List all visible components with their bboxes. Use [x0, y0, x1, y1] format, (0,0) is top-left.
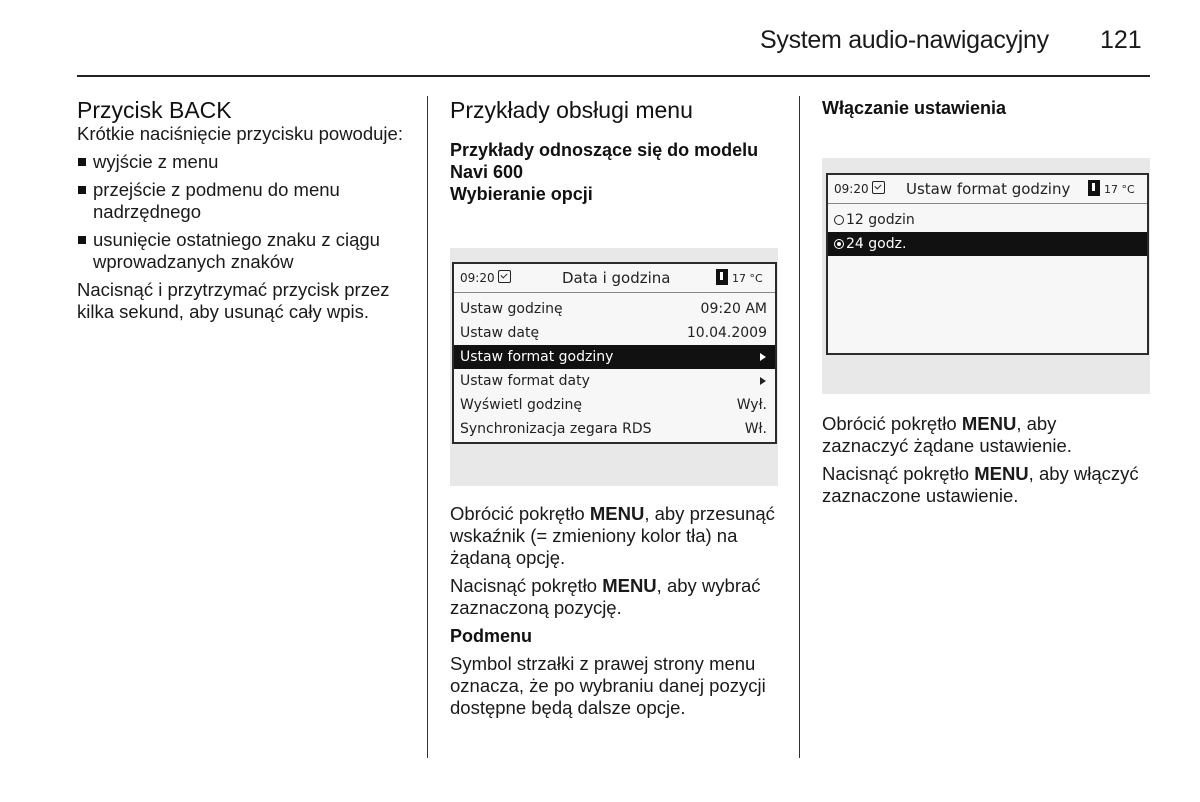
paragraph-press-knob	[450, 575, 785, 619]
menu-row-label: Synchronizacja zegara RDS	[460, 421, 652, 437]
menu-row-time-format-selected[interactable]	[454, 345, 775, 369]
display-screen-date-time	[452, 262, 777, 444]
list-item	[77, 151, 407, 173]
menu-row-label: Wyświetl godzinę	[460, 397, 583, 413]
keyword-menu: MENU	[589, 503, 645, 524]
outro-paragraph: Nacisnąć i przytrzymać przycisk przez kilka sekund, aby usunąć cały wpis.	[77, 279, 390, 322]
text-run: , aby zaznaczyć żądane ustawienie.	[822, 413, 1072, 456]
section-heading-menu-examples: Przykłady obsługi menu	[450, 97, 693, 123]
option-label: 12 godzin	[846, 212, 915, 228]
page-number: 121	[1100, 26, 1142, 54]
subheading-select-option: Wybieranie opcji	[450, 184, 593, 204]
running-header-title: System audio-nawigacyjny	[760, 26, 1049, 54]
screen-status-bar	[828, 175, 1147, 204]
keyword-menu: MENU	[961, 413, 1017, 434]
menu-row-label: Ustaw datę	[460, 325, 540, 341]
screen-title: Ustaw format godziny	[906, 180, 1071, 198]
bullet-square-icon	[78, 236, 86, 244]
submenu-arrow-icon	[760, 377, 766, 385]
column-menu-examples-body	[450, 503, 785, 725]
menu-row-set-date[interactable]	[454, 321, 775, 345]
column-enable-setting	[822, 97, 1152, 119]
header-rule	[77, 75, 1150, 77]
column-back-button	[77, 97, 407, 329]
menu-row-set-time[interactable]	[454, 297, 775, 321]
thermometer-icon	[716, 269, 728, 285]
bullet-text: usunięcie ostatniego znaku z ciągu wprowadzanych znaków	[93, 229, 380, 272]
paragraph-submenu: Symbol strzałki z prawej strony menu oznacza, że po wybraniu danej pozycji dostępne będą dalsze opcje.	[450, 653, 766, 718]
section-heading-back: Przycisk BACK	[77, 97, 232, 123]
submenu-arrow-icon	[760, 353, 766, 361]
keyword-menu: MENU	[974, 463, 1029, 484]
column-enable-setting-body	[822, 413, 1142, 513]
keyword-menu: MENU	[602, 575, 657, 596]
option-label: 24 godz.	[846, 236, 907, 252]
thermometer-icon	[1088, 180, 1100, 196]
screen-time: 09:20	[460, 271, 495, 285]
bullet-list	[77, 151, 407, 273]
radio-off-icon	[834, 215, 844, 225]
text-run: , aby włączyć zaznaczone ustawienie.	[822, 463, 1139, 506]
menu-row-label: Ustaw format daty	[460, 373, 590, 389]
menu-row-value: Wł.	[744, 421, 767, 437]
text-run: Obrócić pokrętło	[822, 413, 962, 434]
text-run: Nacisnąć pokrętło	[450, 575, 603, 596]
text-run: , aby przesunąć wskaźnik (= zmieniony kolor tła) na żądaną opcję.	[450, 503, 775, 568]
menu-row-value: 09:20 AM	[700, 301, 767, 317]
bullet-square-icon	[78, 158, 86, 166]
menu-row-rds-sync[interactable]	[454, 417, 775, 441]
subheading-enable-setting: Włączanie ustawienia	[822, 98, 1007, 118]
subheading-submenu: Podmenu	[450, 626, 533, 646]
menu-row-value: 10.04.2009	[686, 325, 767, 341]
bullet-text: wyjście z menu	[93, 151, 219, 172]
menu-row-label: Ustaw godzinę	[460, 301, 563, 317]
option-label-wrap	[834, 208, 915, 232]
list-item	[77, 229, 407, 273]
option-label-wrap	[834, 232, 906, 256]
bullet-text: przejście z podmenu do menu nadrzędnego	[93, 179, 340, 222]
column-divider-left	[427, 96, 428, 758]
radio-on-icon	[834, 239, 844, 249]
paragraph-press-knob	[822, 463, 1142, 507]
option-12-hours[interactable]	[828, 208, 1147, 232]
menu-row-show-time[interactable]	[454, 393, 775, 417]
menu-row-date-format[interactable]	[454, 369, 775, 393]
text-run: Obrócić pokrętło	[450, 503, 590, 524]
clock-check-icon	[498, 270, 511, 283]
menu-row-value: Wył.	[736, 397, 767, 413]
screen-time: 09:20	[834, 182, 869, 196]
clock-check-icon	[872, 181, 885, 194]
display-screen-time-format	[826, 173, 1149, 355]
screen-temperature: 17 °C	[1104, 183, 1135, 196]
text-run: Nacisnąć pokrętło	[822, 463, 975, 484]
screen-title: Data i godzina	[562, 269, 671, 287]
list-item	[77, 179, 407, 223]
intro-paragraph: Krótkie naciśnięcie przycisku powoduje:	[77, 123, 403, 144]
paragraph-turn-knob	[450, 503, 785, 569]
bullet-square-icon	[78, 186, 86, 194]
menu-row-label: Ustaw format godziny	[460, 349, 614, 365]
text-run: , aby wybrać zaznaczoną pozycję.	[450, 575, 761, 618]
option-24-hours-selected[interactable]	[828, 232, 1147, 256]
paragraph-turn-knob	[822, 413, 1142, 457]
column-divider-right	[799, 96, 800, 758]
subheading-navi600: Przykłady odnoszące się do modelu Navi 600	[450, 140, 759, 182]
column-menu-examples	[450, 97, 780, 205]
screen-temperature: 17 °C	[732, 272, 763, 285]
screen-status-bar	[454, 264, 775, 293]
